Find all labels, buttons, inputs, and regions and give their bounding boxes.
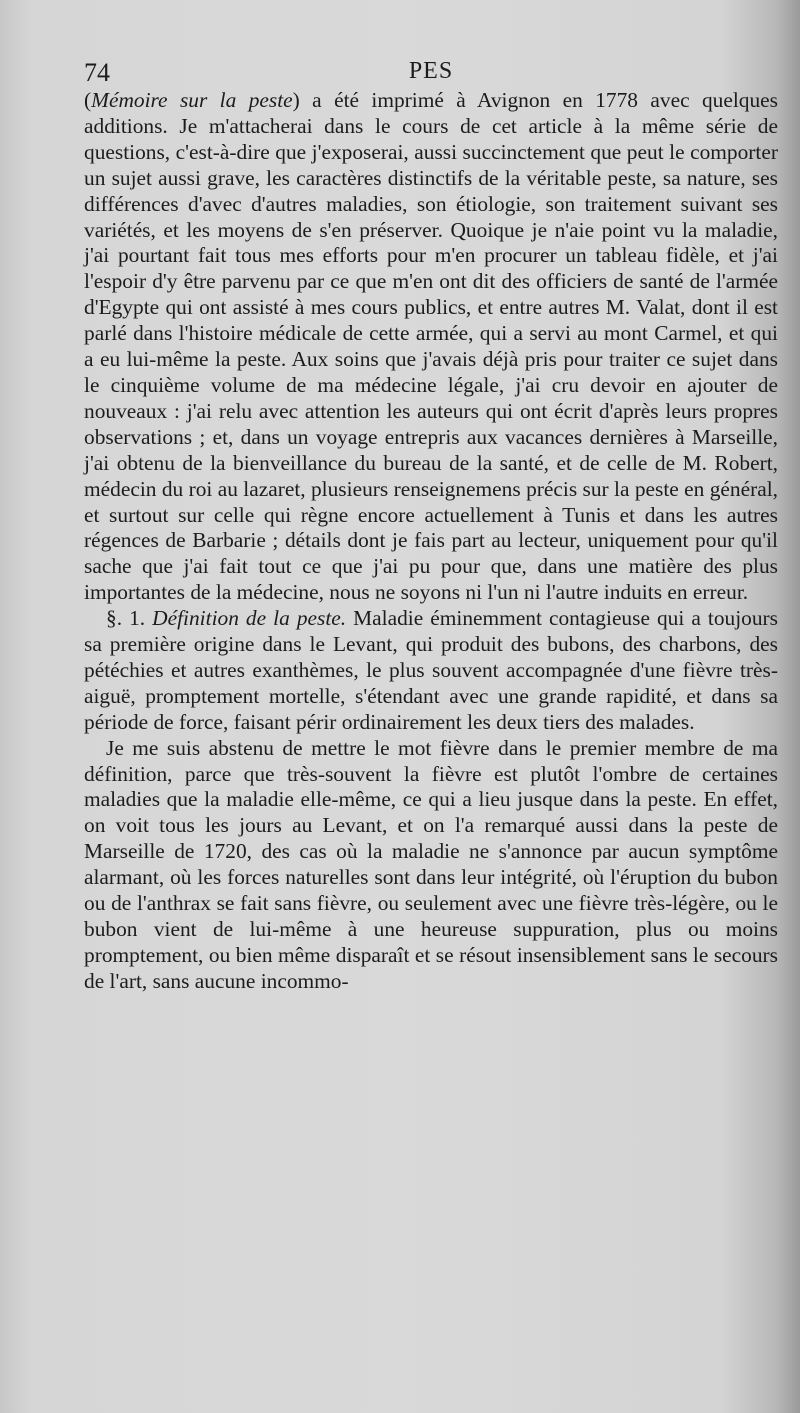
section-title: Définition de la peste. (152, 606, 347, 631)
text-span: Je me suis abstenu de mettre le mot fièvre dans le premier membre de ma définition, parce que très-souvent la fièvre est plutôt l'ombre de certaines maladies que la maladie elle-même, ce qui a lieu jusque dans la peste. En effet, on voit tous les jours au Levant, et on l'a remarqué aussi dans la peste de Marseille de 1720, des cas où la maladie ne s'annonce par aucun symptôme alarmant, où les forces naturelles sont dans leur intégrité, où l'éruption du bubon ou de l'anthrax se fait sans fièvre, ou seulement avec une fièvre très-légère, ou le bubon vient de lui-même à une heureuse suppuration, plus ou moins promptement, ou bien même disparaît et se résout insensiblement sans le secours de l'art, sans aucune incommo- (84, 735, 778, 993)
paragraph-intro (84, 88, 778, 606)
page-header (84, 58, 778, 88)
text-span: ( (84, 88, 92, 112)
paragraph-fever (84, 736, 778, 995)
running-head: PES (408, 58, 454, 84)
section-number: §. 1. (106, 606, 153, 631)
text-span: ) a été imprimé à Avignon en 1778 avec quelques additions. Je m'attacherai dans le cours de cet article à la même série de questions, c'est-à-dire que j'exposerai, aussi succinctement que peut le comporter un sujet aussi grave, les caractères distinctifs de la véritable peste, sa nature, ses différences d'avec d'autres maladies, son étiologie, son traitement suivant ses variétés, et les moyens de s'en préserver. Quoique je n'aie point vu la maladie, j'ai pourtant fait tous mes efforts pour m'en procurer un tableau fidèle, et j'ai l'espoir d'y être parvenu par ce que m'en ont dit des officiers de santé de l'armée d'Egypte qui ont assisté à mes cours publics, et entre autres M. Valat, dont il est parlé dans l'histoire médicale de cette armée, qui a servi au mont Carmel, et qui a eu lui-même la peste. Aux soins que j'avais déjà pris pour traiter ce sujet dans le cinquième volume de ma médecine légale, j'ai cru devoir en ajouter de nouveaux : j'ai relu avec attention les auteurs qui ont écrit d'après leurs propres observations ; et, dans un voyage entrepris aux vacances dernières à Marseille, j'ai obtenu de la bienveillance du bureau de la santé, et de celle de M. Robert, médecin du roi au lazaret, plusieurs renseignemens précis sur la peste en général, et surtout sur celle qui règne encore actuellement à Tunis et dans les autres régences de Barbarie ; détails dont je fais part au lecteur, uniquement pour qu'il sache que j'ai fait tout ce que j'ai pu pour que, dans une matière des plus importantes de la médecine, nous ne soyons ni l'un ni l'autre induits en erreur. (84, 88, 779, 605)
page-number: 74 (84, 58, 110, 87)
book-title: Mémoire sur la peste (91, 88, 293, 112)
page-body (84, 88, 778, 995)
paragraph-definition (84, 606, 778, 736)
text-span: Maladie éminemment contagieuse qui a toujours sa première origine dans le Levant, qui produit des bubons, des charbons, des pétéchies et autres exanthèmes, le plus souvent accompagnée d'une fièvre très-aiguë, promptement mortelle, s'étendant avec une grande rapidité, et dans sa période de force, faisant périr ordinairement les deux tiers des malades. (84, 606, 778, 734)
